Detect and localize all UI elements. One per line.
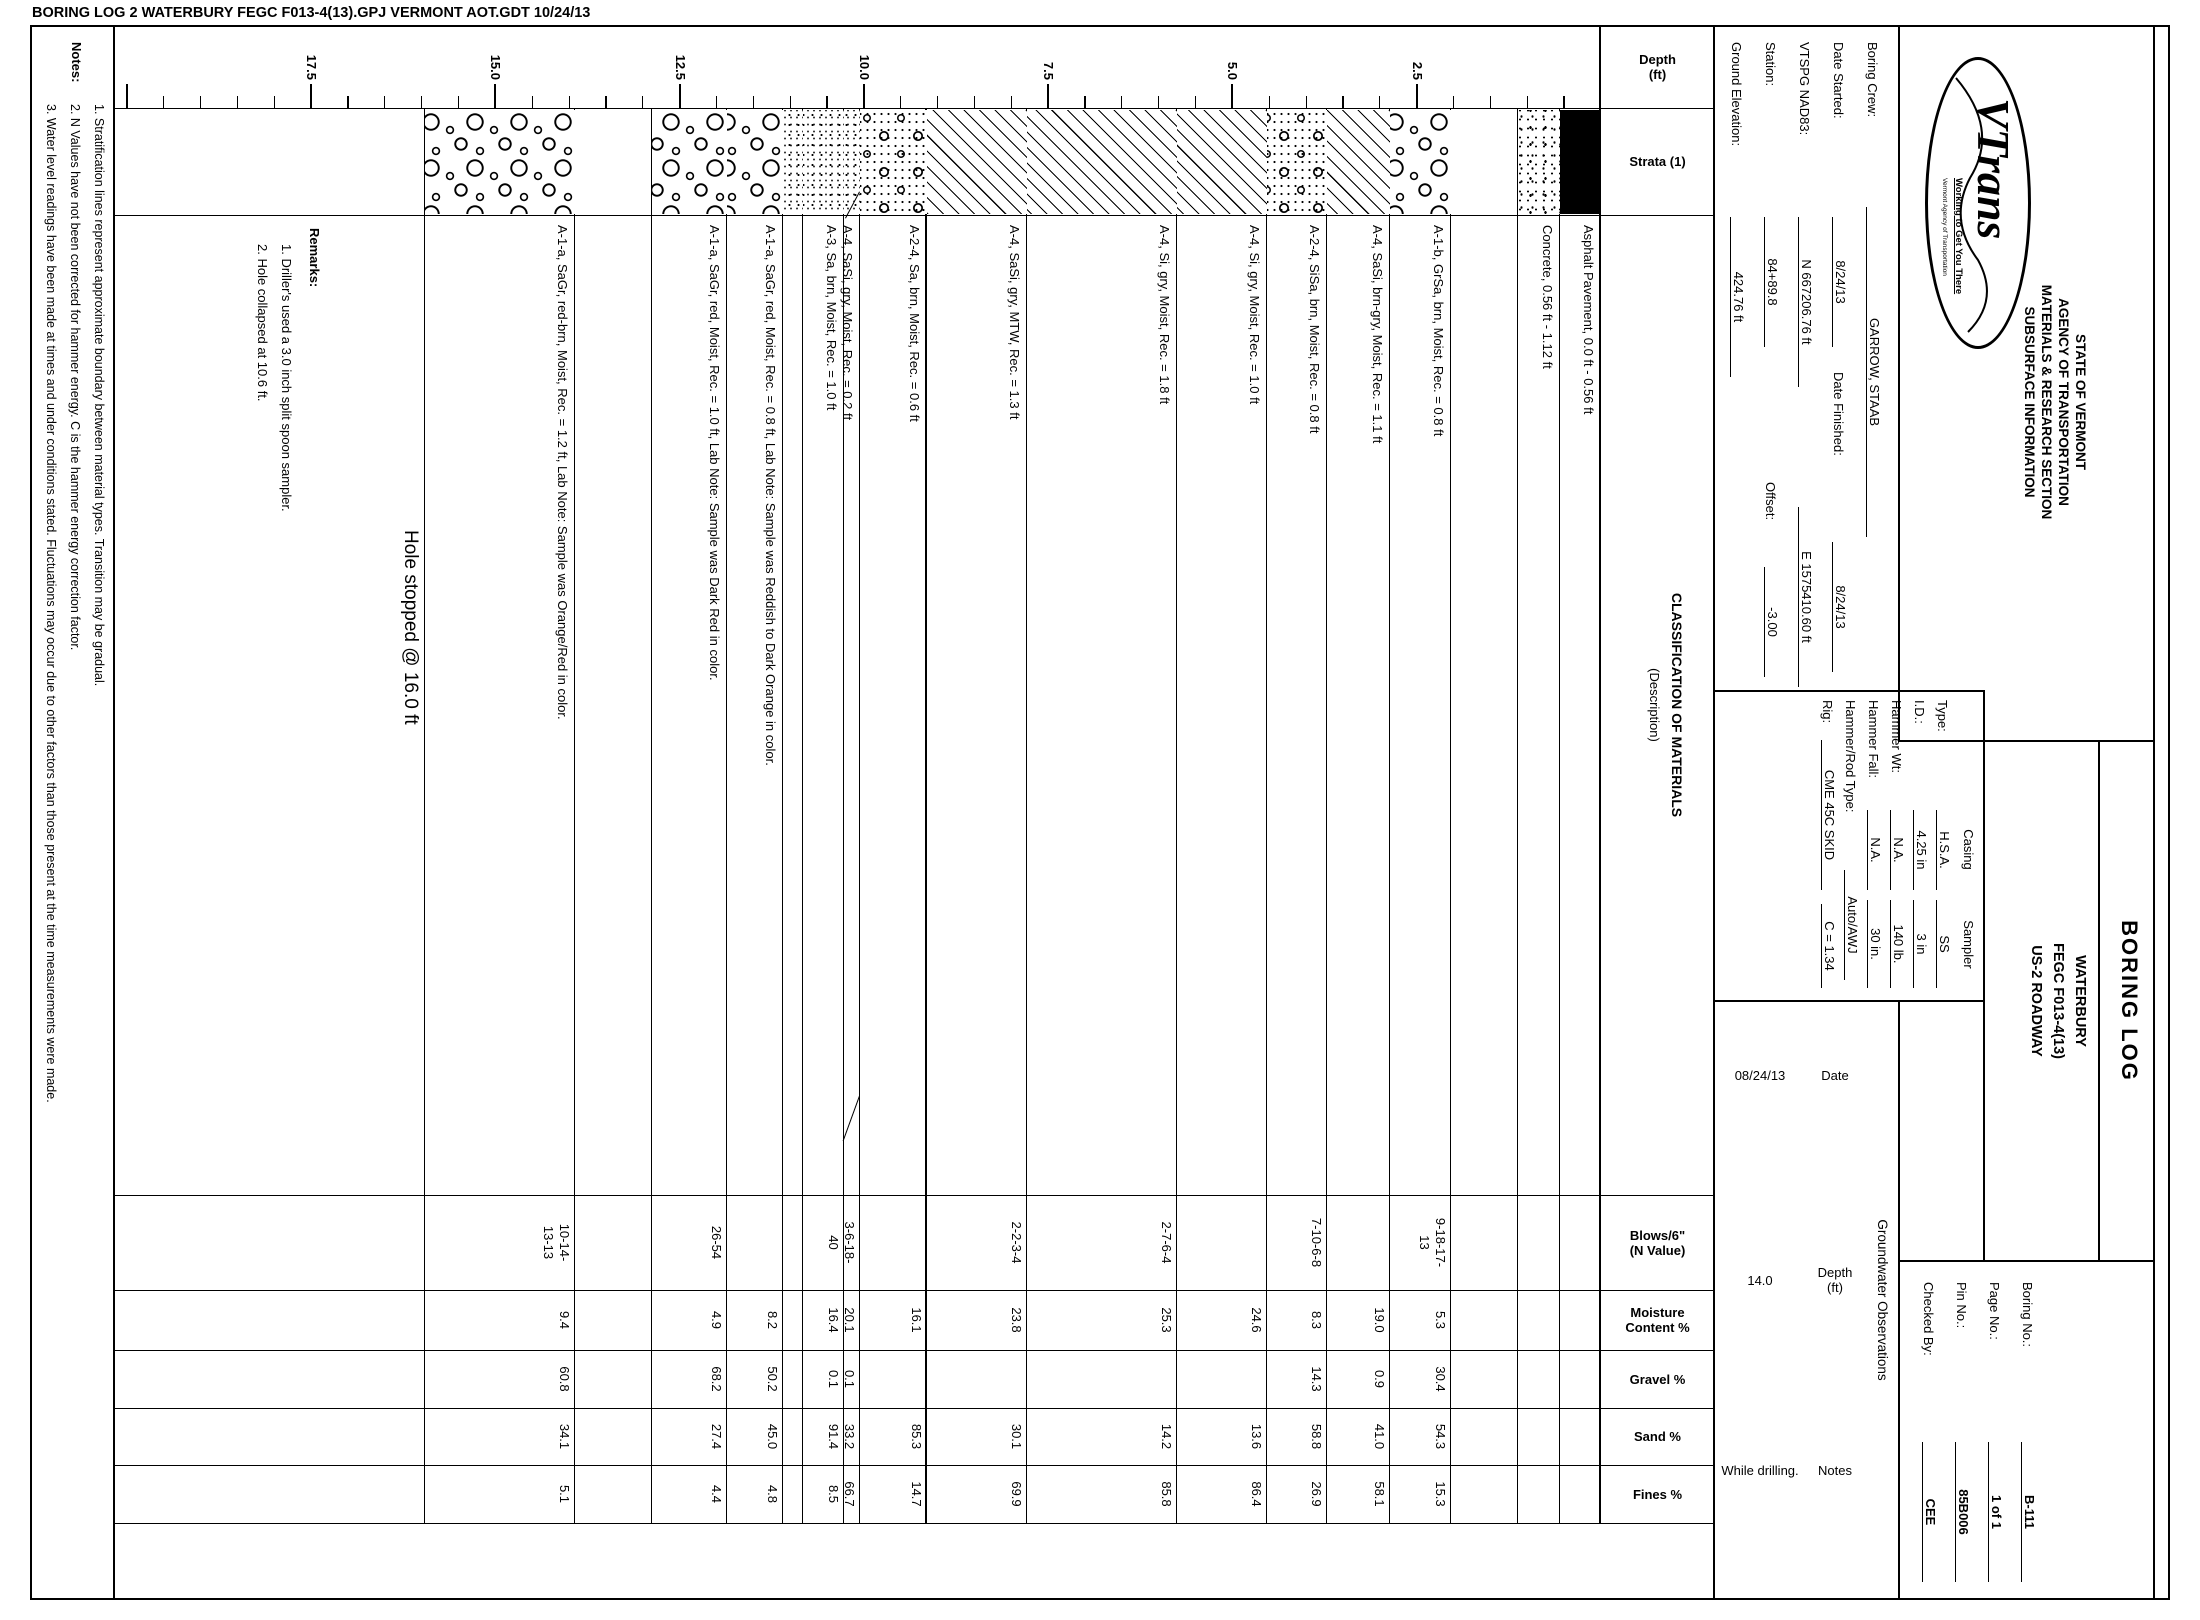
sand-percent-value: 14.2 — [1159, 1423, 1175, 1450]
project-town: WATERBURY — [2072, 955, 2088, 1047]
soil-description: A-2-4, Sa, brn, Moist, Rec. = 0.6 ft — [906, 225, 922, 422]
elevation-value: 424.76 ft — [1730, 217, 1746, 377]
moisture-value: 25.3 — [1159, 1307, 1175, 1333]
depth-minor-tick — [900, 96, 901, 108]
soil-description: Asphalt Pavement, 0.0 ft - 0.56 ft — [1581, 225, 1596, 415]
sand-column-header: Sand % — [1634, 1429, 1681, 1444]
depth-major-tick — [1232, 84, 1234, 108]
soil-description: A-1-a, SaGr, red, Moist, Rec. = 1.0 ft, Lab Note: Sample was Dark Red in color. — [706, 225, 722, 681]
blows-value: 3-6-18- 40 — [826, 1221, 858, 1264]
depth-tick-label: 2.5 — [1409, 61, 1425, 80]
sand-percent-value: 34.1 — [557, 1423, 573, 1450]
fines-percent-value: 8.5 — [826, 1484, 842, 1504]
depth-tick-label: 7.5 — [1041, 61, 1057, 80]
file-margin-note: BORING LOG 2 WATERBURY FEGC F013-4(13).GPJ VERMONT AOT.GDT 10/24/13 — [32, 5, 591, 21]
date-finished-value: 8/24/13 — [1832, 542, 1848, 672]
depth-minor-tick — [274, 96, 275, 108]
casing-row-label: Type: — [1935, 700, 1950, 732]
depth-minor-tick — [458, 96, 459, 108]
date-started-value: 8/24/13 — [1832, 217, 1848, 347]
depth-tick-label: 12.5 — [672, 54, 688, 80]
rod-type-label: Hammer/Rod Type: — [1843, 700, 1858, 813]
id-value: 85B006 — [1955, 1442, 1971, 1582]
id-value: B-111 — [2021, 1442, 2037, 1582]
fines-percent-value: 5.1 — [557, 1484, 573, 1504]
depth-minor-tick — [605, 96, 606, 108]
depth-minor-tick — [937, 96, 938, 108]
soil-description: A-2-4, SiSa, brn, Moist, Rec. = 0.8 ft — [1306, 225, 1322, 434]
gravel-percent-value: 68.2 — [708, 1366, 724, 1392]
strata-layer-concrete — [1518, 110, 1559, 214]
sand-percent-value: 13.6 — [1249, 1423, 1265, 1450]
id-label: Checked By: — [1921, 1282, 1936, 1356]
station-value: 84+89.8 — [1764, 217, 1780, 347]
sampler-col-header: Sampler — [1961, 920, 1976, 969]
gravel-percent-value: 0.9 — [1372, 1369, 1388, 1389]
remarks-line: 1. Driller's used a 3.0 inch split spoon sampler. — [279, 244, 294, 512]
depth-minor-tick — [1011, 96, 1012, 108]
id-label: Boring No.: — [2020, 1282, 2035, 1348]
strata-layer-siltysand — [860, 110, 926, 214]
date-finished-label: Date Finished: — [1831, 372, 1846, 456]
agency-line: AGENCY OF TRANSPORTATION — [2056, 298, 2071, 506]
sample-row-border — [802, 108, 803, 1523]
moisture-value: 24.6 — [1249, 1307, 1265, 1333]
project-road: US-2 ROADWAY — [2028, 945, 2044, 1057]
depth-major-tick — [679, 84, 681, 108]
depth-column-header: Depth (ft) — [1639, 51, 1676, 82]
strata-layer-sand — [803, 110, 844, 214]
moisture-value: 4.9 — [708, 1310, 724, 1330]
sample-row-border — [574, 108, 575, 1523]
classification-header: CLASSIFICATION OF MATERIALS — [1669, 592, 1685, 818]
sample-row-border — [1176, 108, 1177, 1523]
fines-percent-value: 86.4 — [1249, 1481, 1265, 1507]
column-border — [115, 1195, 1715, 1196]
casing-row-label: Hammer Fall: — [1866, 700, 1881, 779]
moisture-value: 8.2 — [764, 1310, 780, 1330]
sample-row-border — [1266, 108, 1267, 1523]
coord-label: VTSPG NAD83: — [1797, 42, 1812, 136]
depth-minor-tick — [1121, 96, 1122, 108]
sampler-value: 3 in — [1913, 900, 1929, 988]
moisture-value: 19.0 — [1372, 1307, 1388, 1333]
fines-column-header: Fines % — [1632, 1486, 1683, 1502]
rod-type-value: Auto/AWJ — [1844, 870, 1860, 980]
id-label: Page No.: — [1987, 1282, 2002, 1340]
sand-percent-value: 27.4 — [708, 1423, 724, 1450]
groundwater-col-header: Date — [1821, 1067, 1849, 1083]
casing-value: N.A. — [1867, 810, 1883, 890]
moisture-value: 23.8 — [1008, 1307, 1024, 1333]
casing-value: 4.25 in — [1913, 810, 1929, 890]
rig-value: CME 45C SKID — [1821, 740, 1837, 890]
sampler-value: 140 lb. — [1890, 900, 1906, 988]
agency-line: SUBSURFACE INFORMATION — [2022, 306, 2037, 498]
soil-description: A-4, SaSi, gry, MTW, Rec. = 1.3 ft — [1006, 225, 1022, 420]
soil-description: A-4, SaSi, brn-gry, Moist, Rec. = 1.1 ft — [1370, 225, 1386, 444]
remarks-label: Remarks: — [307, 228, 322, 288]
strata-column-header: Strata (1) — [1629, 154, 1686, 169]
depth-minor-tick — [569, 96, 570, 108]
depth-minor-tick — [1453, 96, 1454, 108]
project-number: FEGC F013-4(13) — [2050, 942, 2066, 1060]
casing-value: N.A. — [1890, 810, 1906, 890]
depth-minor-tick — [1306, 96, 1307, 108]
casing-row-label: Hammer Wt: — [1889, 700, 1904, 773]
blows-value: 9-18-17- 13 — [1417, 1217, 1449, 1268]
sample-row-border — [1326, 108, 1327, 1523]
logo-tagline: Working to Get You There — [1953, 178, 1964, 295]
moisture-value: 16.4 — [826, 1307, 842, 1333]
strata-layer-gravel — [727, 110, 783, 214]
moisture-value: 8.3 — [1308, 1310, 1324, 1330]
strata-layer-silt — [1027, 110, 1177, 214]
note-line: 2. N Values have not been corrected for hammer energy. C is the hammer energy correction factor. — [68, 104, 82, 651]
depth-minor-tick — [1342, 96, 1343, 108]
sand-percent-value: 45.0 — [764, 1423, 780, 1450]
gravel-percent-value: 60.8 — [557, 1366, 573, 1392]
groundwater-block — [1713, 1000, 1900, 1600]
moisture-value: 5.3 — [1433, 1310, 1449, 1330]
column-border — [115, 215, 1715, 216]
strata-layer-gravel — [653, 110, 727, 214]
soil-description: A-3, Sa, brn, Moist, Rec. = 1.0 ft — [824, 225, 840, 411]
offset-label: Offset: — [1763, 482, 1778, 521]
fines-percent-value: 14.7 — [908, 1481, 924, 1507]
elevation-label: Ground Elevation: — [1729, 42, 1744, 147]
sand-percent-value: 85.3 — [908, 1423, 924, 1450]
table-bottom-border — [114, 25, 115, 1600]
sample-row-border — [1389, 108, 1390, 1523]
groundwater-value: 14.0 — [1747, 1272, 1773, 1288]
depth-minor-tick — [1158, 96, 1159, 108]
strata-layer-sand — [844, 110, 860, 214]
strata-layer-asphalt — [1560, 110, 1601, 214]
sample-row-border — [424, 108, 425, 1523]
sample-row-border — [1517, 108, 1518, 1523]
date-started-label: Date Started: — [1831, 42, 1846, 119]
offset-value: -3.00 — [1764, 567, 1780, 677]
vtrans-logo — [1925, 57, 2031, 349]
blows-value: 2-2-3-4 — [1008, 1221, 1024, 1264]
divider-line — [2098, 742, 2100, 1260]
crew-label: Boring Crew: — [1865, 42, 1880, 118]
moisture-value: 9.4 — [557, 1310, 573, 1330]
depth-tick-label: 10.0 — [857, 54, 872, 80]
blows-column-header: Blows/6" (N Value) — [1629, 1227, 1686, 1258]
groundwater-col-header: Depth (ft) — [1817, 1265, 1853, 1295]
classification-subheader: (Description) — [1647, 668, 1662, 742]
id-value: CEE — [1922, 1442, 1938, 1582]
depth-tick-label: 17.5 — [304, 54, 320, 80]
strata-layer-gravel — [1390, 110, 1451, 214]
strata-layer-gravel — [425, 110, 575, 214]
strata-layer-silt — [927, 110, 1027, 214]
groundwater-title: Groundwater Observations — [1875, 1219, 1890, 1381]
depth-minor-tick — [163, 96, 164, 108]
sample-row-border — [1450, 108, 1451, 1523]
sand-percent-value: 33.2 — [842, 1423, 858, 1450]
fines-percent-value: 4.8 — [764, 1484, 780, 1504]
moisture-value: 20.1 — [842, 1307, 858, 1333]
depth-major-tick — [126, 84, 128, 108]
sand-percent-value: 91.4 — [826, 1423, 842, 1450]
depth-minor-tick — [237, 96, 238, 108]
depth-minor-tick — [347, 96, 348, 108]
logo-subtext: Vermont Agency of Transportation — [1941, 178, 1948, 276]
depth-minor-tick — [753, 96, 754, 108]
depth-minor-tick — [1490, 96, 1491, 108]
depth-minor-tick — [421, 96, 422, 108]
title-cell-agency — [1898, 25, 2155, 742]
strata-layer-silt — [1177, 110, 1267, 214]
depth-minor-tick — [532, 96, 533, 108]
sample-row-border — [1559, 108, 1560, 1523]
column-border — [115, 1350, 1715, 1351]
soil-description: A-1-a, SaGr, red, Moist, Rec. = 0.8 ft, Lab Note: Sample was Reddish to Dark Orange in color. — [762, 225, 778, 766]
depth-minor-tick — [826, 96, 827, 108]
fines-percent-value: 69.9 — [1008, 1481, 1024, 1507]
soil-description: A-4, Si, gry, Moist, Rec. = 1.0 ft — [1247, 225, 1263, 405]
blows-value: 2-7-6-4 — [1159, 1221, 1175, 1264]
station-label: Station: — [1763, 42, 1778, 87]
title-cell-ids — [1898, 1260, 2155, 1600]
remarks-line: 2. Hole collapsed at 10.6 ft. — [255, 244, 270, 402]
fines-percent-value: 58.1 — [1372, 1481, 1388, 1507]
sand-percent-value: 30.1 — [1008, 1423, 1024, 1450]
rig-label: Rig: — [1820, 700, 1835, 724]
depth-minor-tick — [1084, 96, 1085, 108]
logo-wordmark: VTrans — [1968, 98, 2019, 240]
gravel-percent-value: 30.4 — [1433, 1366, 1449, 1392]
note-line: 1. Stratification lines represent approximate boundary between material types. Transition may be gradual. — [92, 104, 106, 687]
strata-layer-silt — [1327, 110, 1390, 214]
column-border — [115, 1523, 1715, 1524]
depth-major-tick — [1047, 84, 1049, 108]
sample-row-border — [782, 108, 783, 1523]
depth-tick-label: 5.0 — [1225, 61, 1241, 80]
form-title: BORING LOG — [2117, 920, 2142, 1082]
blows-value: 26-54 — [708, 1225, 724, 1260]
gravel-percent-value: 50.2 — [764, 1366, 780, 1392]
sample-row-border — [726, 108, 727, 1523]
gravel-percent-value: 0.1 — [826, 1369, 842, 1389]
depth-tick-label: 15.0 — [488, 54, 504, 80]
depth-minor-tick — [1269, 96, 1270, 108]
strata-layer-sand — [783, 110, 803, 214]
northing-value: N 667206.76 ft — [1798, 217, 1814, 387]
groundwater-value: 08/24/13 — [1734, 1067, 1786, 1083]
casing-row-label: I.D.: — [1912, 700, 1927, 724]
depth-major-tick — [495, 84, 497, 108]
sampler-value: 30 in. — [1867, 900, 1883, 988]
ground-line — [1599, 25, 1601, 1523]
groundwater-value: While drilling. — [1721, 1462, 1799, 1478]
sample-row-border — [925, 108, 926, 1523]
sand-percent-value: 58.8 — [1308, 1423, 1324, 1450]
depth-minor-tick — [642, 96, 643, 108]
table-top-border — [1713, 25, 1715, 1523]
gravel-percent-value: 0.1 — [842, 1369, 858, 1389]
depth-major-tick — [1416, 84, 1418, 108]
sample-row-border — [859, 108, 860, 1523]
soil-description: A-1-a, SaGr, red-brn, Moist, Rec. = 1.2 ft, Lab Note: Sample was Orange/Red in color. — [555, 225, 571, 720]
fines-percent-value: 15.3 — [1433, 1481, 1449, 1507]
sand-percent-value: 41.0 — [1372, 1423, 1388, 1450]
id-value: 1 of 1 — [1988, 1442, 2004, 1582]
agency-line: MATERIALS & RESEARCH SECTION — [2039, 284, 2054, 520]
soil-description: Concrete, 0.56 ft - 1.12 ft — [1539, 225, 1555, 369]
gravel-percent-value: 14.3 — [1308, 1366, 1324, 1392]
sample-row-border — [651, 108, 652, 1523]
note-line: 3. Water level readings have been made at times and under conditions stated. Fluctuations may occur due to other factors than those present at the time measurements were made. — [44, 104, 58, 1103]
strata-layer-siltysand — [1267, 110, 1327, 214]
depth-minor-tick — [1379, 96, 1380, 108]
soil-description: A-1-b, GrSa, brn, Moist, Rec. = 0.8 ft — [1431, 225, 1447, 437]
depth-minor-tick — [974, 96, 975, 108]
casing-sampler-block — [1713, 690, 1985, 1002]
moisture-value: 16.1 — [908, 1307, 924, 1333]
soil-description: A-4, SaSi, gry, Moist, Rec. = 0.2 ft — [840, 225, 856, 421]
depth-major-tick — [863, 84, 865, 108]
boring-info-block — [1713, 25, 1900, 692]
fines-percent-value: 4.4 — [708, 1484, 724, 1504]
sampler-value: SS — [1936, 900, 1952, 988]
depth-minor-tick — [1527, 96, 1528, 108]
depth-minor-tick — [384, 96, 385, 108]
fines-percent-value: 66.7 — [842, 1481, 858, 1507]
depth-minor-tick — [200, 96, 201, 108]
c-factor-value: C = 1.34 — [1821, 904, 1837, 988]
blows-value: 7-10-6-8 — [1308, 1217, 1324, 1268]
blows-value: 10-14- 13-13 — [541, 1223, 573, 1262]
hole-stopped-note: Hole stopped @ 16.0 ft — [400, 530, 421, 725]
sand-percent-value: 54.3 — [1433, 1423, 1449, 1450]
depth-minor-tick — [790, 96, 791, 108]
notes-label: Notes: — [69, 42, 84, 83]
sample-row-border — [1026, 108, 1027, 1523]
groundwater-col-header: Notes — [1818, 1462, 1852, 1478]
easting-value: E 1575410.60 ft — [1798, 507, 1814, 687]
moisture-column-header: Moisture Content % — [1625, 1305, 1690, 1335]
title-cell-form — [1983, 740, 2155, 1262]
depth-minor-tick — [716, 96, 717, 108]
depth-minor-tick — [1563, 96, 1564, 108]
depth-minor-tick — [1195, 96, 1196, 108]
fines-percent-value: 26.9 — [1308, 1481, 1324, 1507]
depth-major-tick — [310, 84, 312, 108]
fines-percent-value: 85.8 — [1159, 1481, 1175, 1507]
crew-value: GARROW, STAAB — [1866, 207, 1882, 537]
casing-value: H.S.A. — [1936, 810, 1952, 890]
id-label: Pin No.: — [1954, 1282, 1969, 1329]
soil-description: A-4, Si, gry, Moist, Rec. = 1.8 ft — [1157, 225, 1173, 405]
casing-col-header: Casing — [1961, 829, 1976, 870]
agency-line: STATE OF VERMONT — [2073, 334, 2088, 470]
gravel-column-header: Gravel % — [1629, 1371, 1686, 1387]
